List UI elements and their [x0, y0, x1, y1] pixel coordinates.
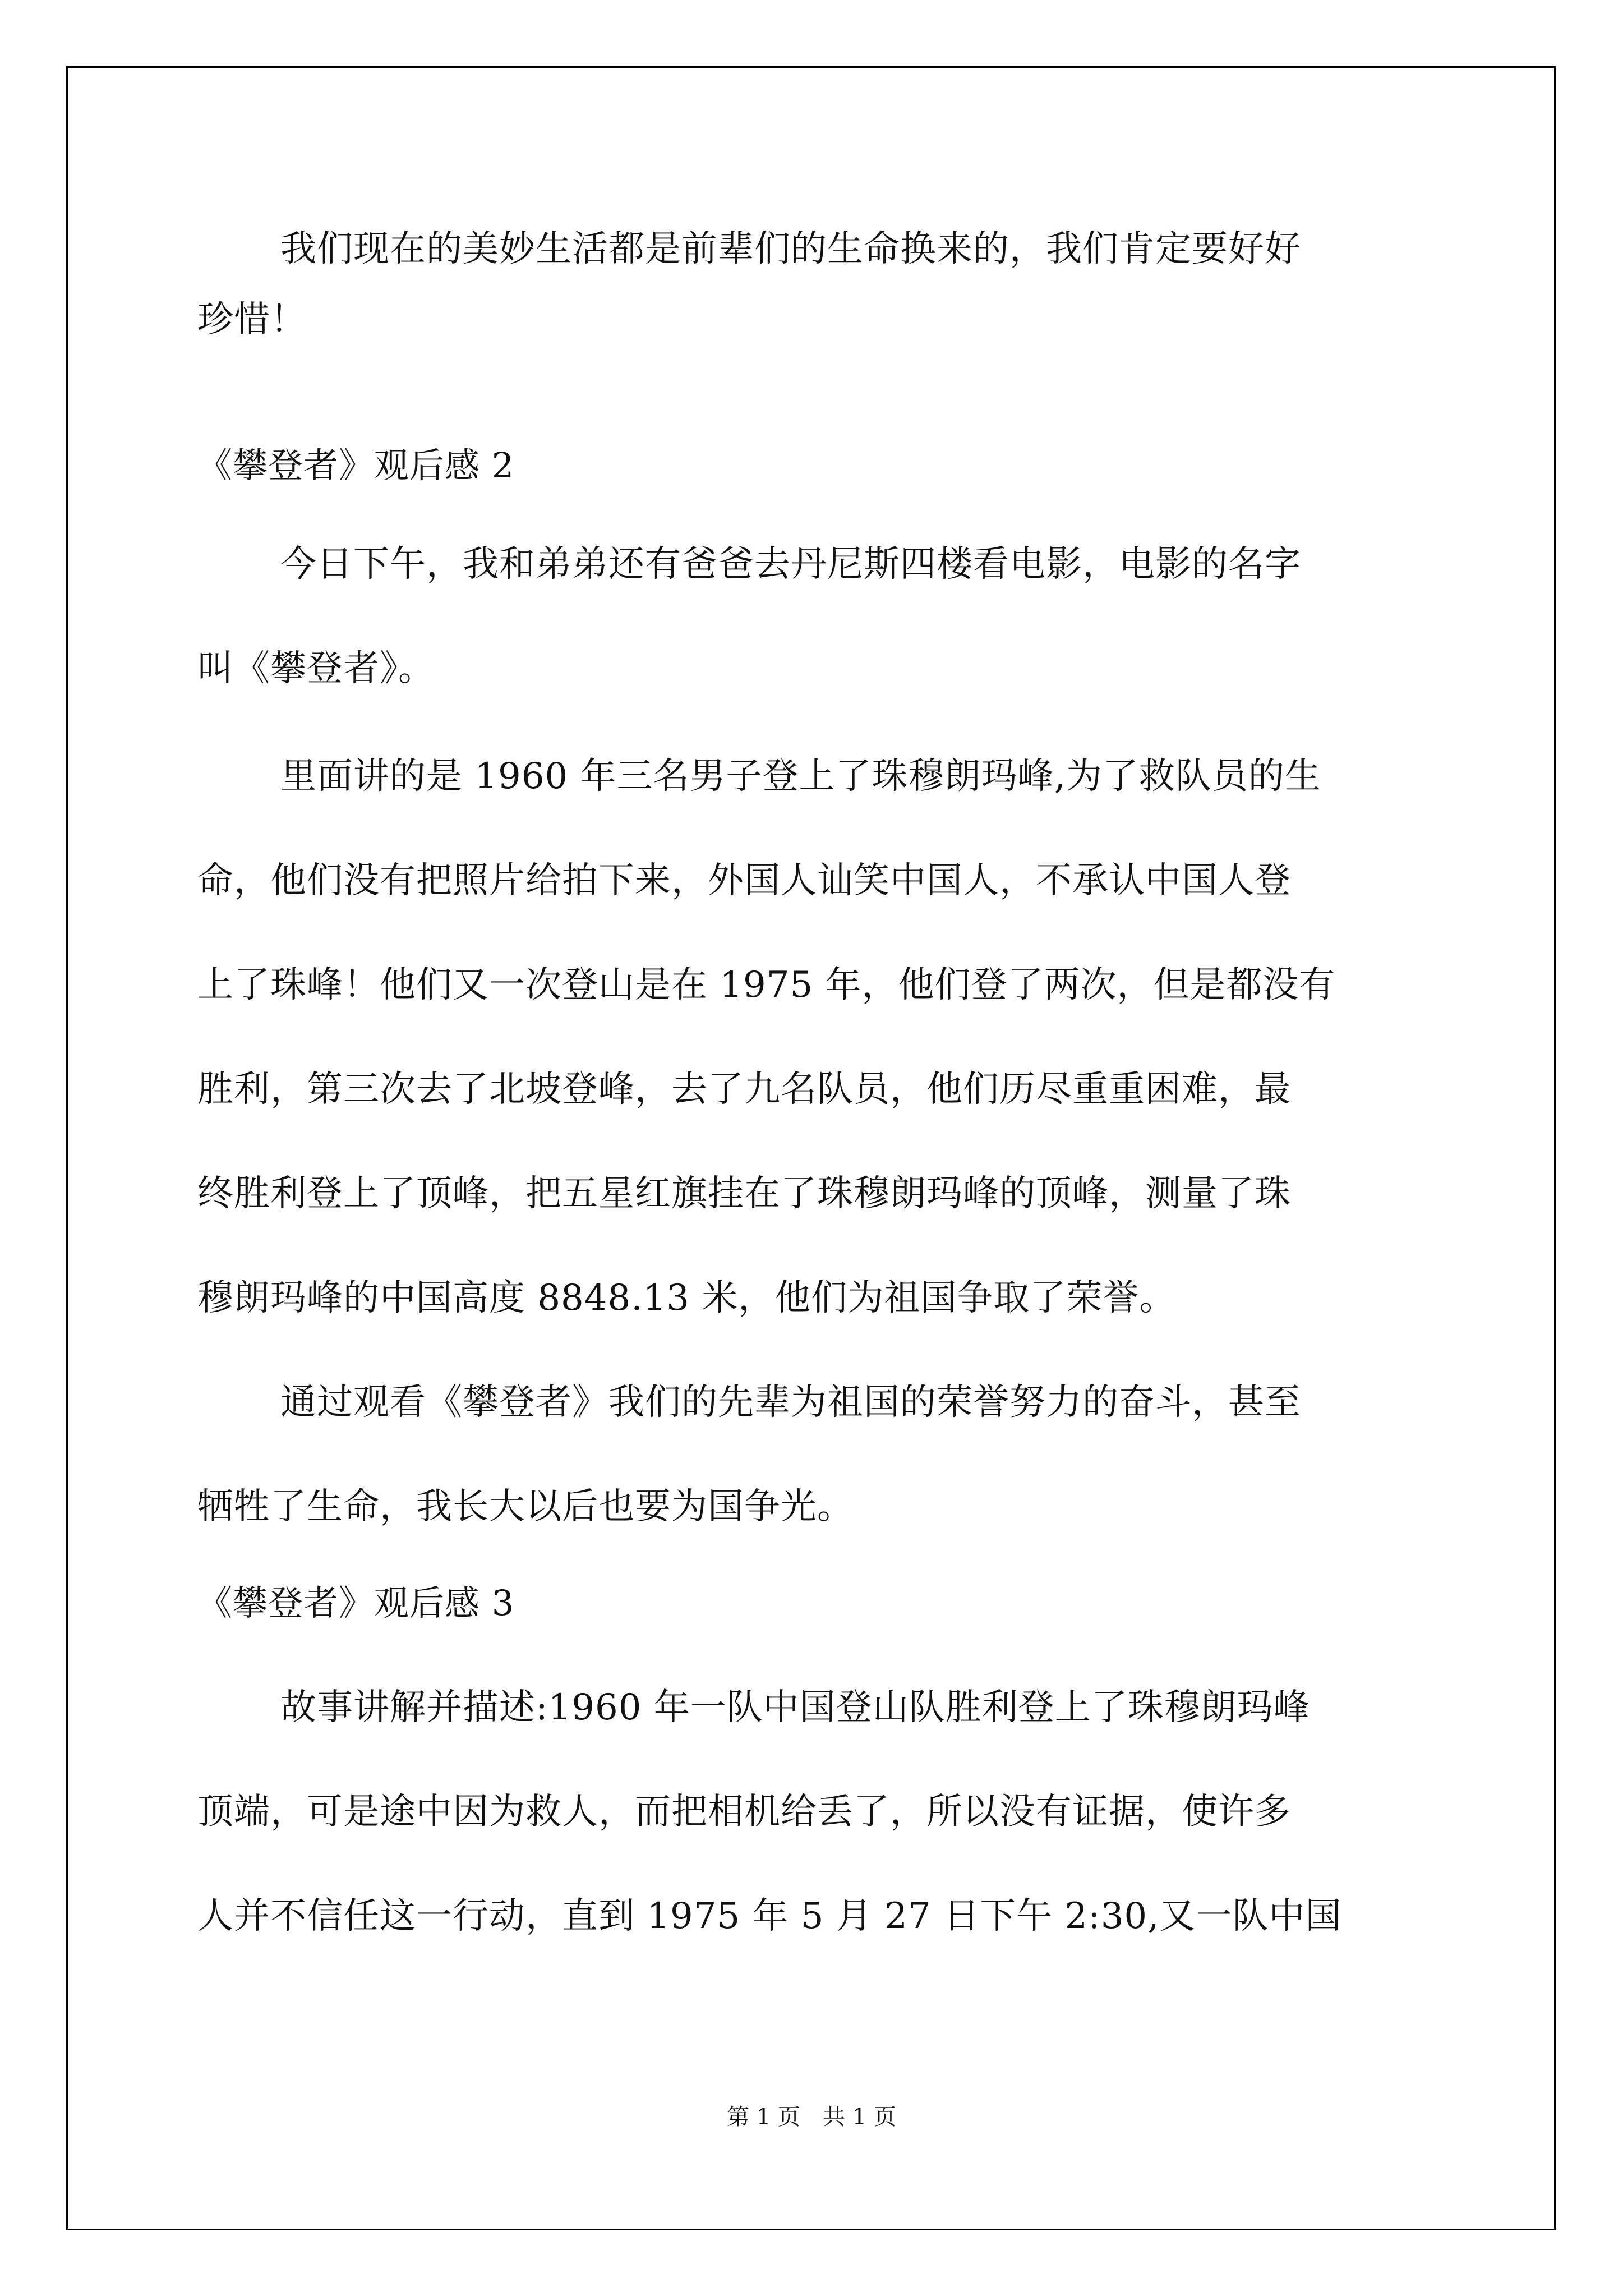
text-line: 珍惜！ — [197, 299, 307, 341]
text-line: 叫《攀登者》。 — [197, 648, 435, 689]
text-line: 今日下午，我和弟弟还有爸爸去丹尼斯四楼看电影，电影的名字 — [280, 544, 1301, 585]
text-line: 顶端，可是途中因为救人，而把相机给丢了，所以没有证据，使许多 — [197, 1791, 1291, 1833]
text-line: 人并不信任这一行动，直到 1975 年 5 月 27 日下午 2:30,又一队中国 — [197, 1895, 1342, 1937]
page-footer: 第 1 页 共 1 页 — [727, 2104, 896, 2130]
text-line: 故事讲解并描述:1960 年一队中国登山队胜利登上了珠穆朗玛峰 — [280, 1687, 1310, 1728]
text-line: 命，他们没有把照片给拍下来，外国人讪笑中国人，不承认中国人登 — [197, 860, 1291, 901]
text-line: 胜利，第三次去了北坡登峰，去了九名队员，他们历尽重重困难，最 — [197, 1069, 1291, 1110]
section-heading: 《攀登者》观后感 2 — [197, 445, 515, 486]
text-line: 牺牲了生命，我长大以后也要为国争光。 — [197, 1486, 854, 1527]
section-heading: 《攀登者》观后感 3 — [197, 1582, 515, 1623]
text-line: 终胜利登上了顶峰，把五星红旗挂在了珠穆朗玛峰的顶峰，测量了珠 — [197, 1173, 1291, 1214]
text-line: 通过观看《攀登者》我们的先辈为祖国的荣誉努力的奋斗，甚至 — [280, 1382, 1301, 1423]
text-line: 穆朗玛峰的中国高度 8848.13 米，他们为祖国争取了荣誉。 — [197, 1277, 1176, 1319]
text-line: 我们现在的美妙生活都是前辈们的生命换来的，我们肯定要好好 — [280, 228, 1301, 270]
text-line: 里面讲的是 1960 年三名男子登上了珠穆朗玛峰,为了救队员的生 — [280, 756, 1321, 797]
text-line: 上了珠峰！他们又一次登山是在 1975 年，他们登了两次，但是都没有 — [197, 964, 1336, 1006]
